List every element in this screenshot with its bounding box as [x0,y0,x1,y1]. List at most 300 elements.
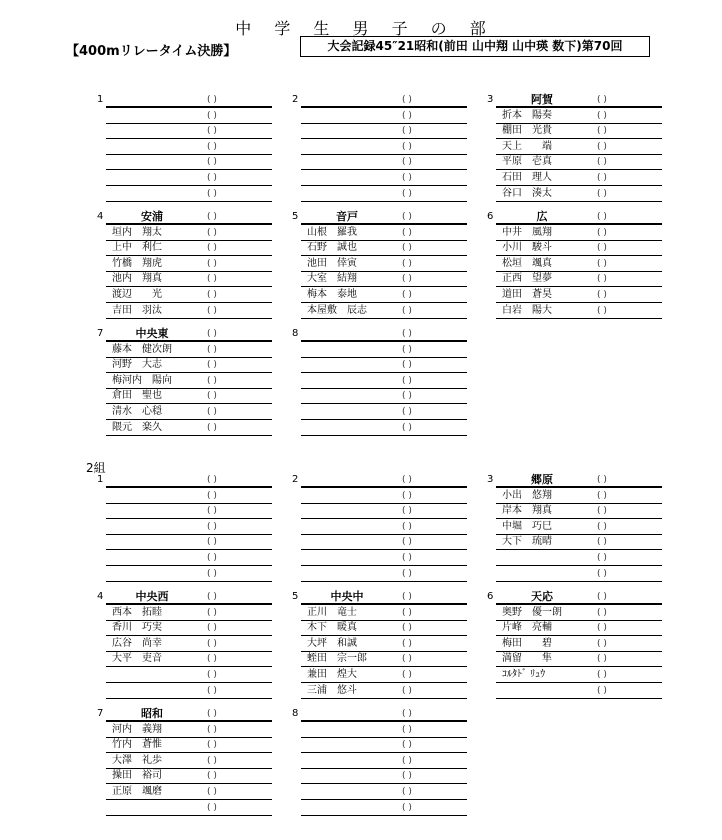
time-bracket: ( ) [597,607,607,618]
runner-row [301,420,467,436]
runner-row [301,683,467,699]
runner-name: 平原 壱真 [502,156,552,168]
runner-row [106,605,272,621]
runner-row [106,566,272,582]
team-name: 安浦 [141,210,163,223]
lane-block [97,590,272,699]
lane-number: 6 [487,591,494,602]
runner-name: ｺﾙﾀﾄﾞ ﾘｭｳ [502,668,546,680]
runner-row [496,621,662,637]
lane-number: 7 [97,708,104,719]
runner-row [301,124,467,140]
runner-row [301,535,467,551]
time-bracket: ( ) [402,802,412,813]
time-bracket: ( ) [207,258,217,269]
runner-row [106,358,272,374]
runner-row [301,373,467,389]
runner-row [106,124,272,140]
time-bracket: ( ) [597,172,607,183]
time-bracket: ( ) [597,110,607,121]
lane-number: 1 [97,474,104,485]
runner-name: 山根 羅我 [307,226,357,238]
lane-number: 5 [292,211,299,222]
time-bracket: ( ) [597,521,607,532]
time-bracket: ( ) [597,157,607,168]
runner-row [106,753,272,769]
time-bracket: ( ) [597,305,607,316]
runner-row [496,272,662,288]
runner-name: 道田 蒼昊 [502,288,552,300]
time-bracket: ( ) [402,786,412,797]
time-bracket: ( ) [402,709,412,719]
runner-name: 広谷 尚幸 [112,637,162,649]
runner-row [496,566,662,582]
runner-row [106,667,272,683]
lane-header [292,328,467,342]
time-bracket: ( ) [402,771,412,782]
runner-row [106,784,272,800]
runner-name: 天上 端 [502,140,552,152]
time-bracket: ( ) [402,685,412,696]
time-bracket: ( ) [207,623,217,634]
runner-name: 梅本 泰地 [307,288,357,300]
time-bracket: ( ) [597,243,607,254]
lane-number: 7 [97,328,104,339]
runner-row [496,139,662,155]
time-bracket: ( ) [402,126,412,137]
runner-row [496,683,662,699]
lane-block [292,328,467,436]
runner-row [496,652,662,668]
lane-block [97,327,272,436]
time-bracket: ( ) [402,344,412,355]
runner-row [301,738,467,754]
runner-row [106,389,272,405]
lane-number: 6 [487,211,494,222]
time-bracket: ( ) [207,568,217,579]
runner-name: 梅田 碧 [502,637,552,649]
runner-row [106,519,272,535]
time-bracket: ( ) [402,490,412,501]
runner-row [106,636,272,652]
runner-row [301,108,467,124]
runner-row [301,139,467,155]
time-bracket: ( ) [402,360,412,371]
runner-row [301,769,467,785]
runner-row [106,738,272,754]
runner-row [106,186,272,202]
runner-name: 小出 悠翔 [502,489,552,501]
lane-block [487,590,662,699]
runner-name: 大平 吏音 [112,653,162,665]
lane-header [487,210,662,225]
runner-name: 棚田 光貴 [502,125,552,137]
time-bracket: ( ) [597,95,607,105]
runner-row [106,170,272,186]
runner-row [496,124,662,140]
lane-header [97,474,272,488]
time-bracket: ( ) [207,740,217,751]
time-bracket: ( ) [402,422,412,433]
time-bracket: ( ) [207,110,217,121]
meet-record: 大会記録45″21昭和(前田 山中翔 山中瑛 数下)第70回 [300,36,650,57]
lane-block [292,590,467,699]
runner-name: 倉田 聖也 [112,390,162,402]
time-bracket: ( ) [207,172,217,183]
runner-name: 大坪 和誠 [307,637,357,649]
runner-name: 蛭田 宗一郎 [307,653,367,665]
time-bracket: ( ) [402,537,412,548]
runner-row [106,621,272,637]
time-bracket: ( ) [402,638,412,649]
time-bracket: ( ) [207,126,217,137]
runner-row [301,225,467,241]
time-bracket: ( ) [207,771,217,782]
runner-row [301,504,467,520]
time-bracket: ( ) [207,669,217,680]
runner-row [106,303,272,319]
time-bracket: ( ) [207,329,217,339]
time-bracket: ( ) [597,685,607,696]
team-name: 中央東 [135,327,169,340]
event-name: 【400mリレータイム決勝】 [66,44,237,59]
time-bracket: ( ) [597,475,607,485]
time-bracket: ( ) [402,475,412,485]
runner-row [301,566,467,582]
runner-name: 中井 風翔 [502,226,552,238]
runner-row [496,256,662,272]
lane-block [487,210,662,319]
runner-row [106,342,272,358]
time-bracket: ( ) [207,537,217,548]
time-bracket: ( ) [207,274,217,285]
time-bracket: ( ) [597,638,607,649]
time-bracket: ( ) [402,607,412,618]
team-name: 阿賀 [531,93,553,106]
runner-row [301,636,467,652]
team-name: 中央中 [330,590,364,603]
runner-name: 大澤 礼歩 [112,754,162,766]
runner-row [301,272,467,288]
time-bracket: ( ) [402,740,412,751]
time-bracket: ( ) [402,552,412,563]
runner-name: 谷口 湊太 [502,187,552,199]
runner-name: 河内 義翔 [112,723,162,735]
runner-name: 吉田 羽汰 [112,304,162,316]
time-bracket: ( ) [207,243,217,254]
lane-block [487,93,662,202]
runner-row [496,303,662,319]
runner-name: 小川 駿斗 [502,242,552,254]
runner-row [106,272,272,288]
time-bracket: ( ) [207,490,217,501]
time-bracket: ( ) [402,274,412,285]
runner-name: 渡辺 光 [112,288,162,300]
lane-header [292,210,467,225]
runner-row [106,683,272,699]
lane-number: 4 [97,211,104,222]
runner-name: 隈元 楽久 [112,421,162,433]
runner-row [301,155,467,171]
runner-row [106,155,272,171]
time-bracket: ( ) [207,227,217,238]
runner-row [496,535,662,551]
runner-row [301,170,467,186]
lane-header [97,94,272,108]
time-bracket: ( ) [597,227,607,238]
lane-number: 1 [97,94,104,105]
runner-row [301,550,467,566]
team-name: 郷原 [531,473,553,486]
runner-row [106,488,272,504]
runner-name: 兼田 煌大 [307,668,357,680]
time-bracket: ( ) [402,157,412,168]
time-bracket: ( ) [207,344,217,355]
time-bracket: ( ) [207,289,217,300]
time-bracket: ( ) [207,786,217,797]
time-bracket: ( ) [207,141,217,152]
time-bracket: ( ) [597,126,607,137]
runner-name: 正川 竜士 [307,606,357,618]
time-bracket: ( ) [402,406,412,417]
time-bracket: ( ) [402,172,412,183]
runner-row [496,170,662,186]
runner-row [301,488,467,504]
time-bracket: ( ) [597,289,607,300]
time-bracket: ( ) [402,329,412,339]
runner-row [106,769,272,785]
team-name: 昭和 [141,707,163,720]
time-bracket: ( ) [207,305,217,316]
runner-name: 石田 理人 [502,171,552,183]
runner-row [496,241,662,257]
runner-row [301,404,467,420]
runner-row [496,488,662,504]
runner-name: 中堀 巧巳 [502,520,552,532]
time-bracket: ( ) [402,506,412,517]
runner-row [106,652,272,668]
time-bracket: ( ) [597,188,607,199]
time-bracket: ( ) [207,607,217,618]
runner-row [106,404,272,420]
lane-block [97,474,272,582]
lane-block [292,210,467,319]
team-name: 中央西 [135,590,169,603]
runner-name: 満留 隼 [502,653,552,665]
time-bracket: ( ) [402,95,412,105]
runner-row [106,225,272,241]
runner-name: 三浦 悠斗 [307,684,357,696]
runner-name: 清水 心穏 [112,405,162,417]
time-bracket: ( ) [597,212,607,222]
lane-number: 8 [292,328,299,339]
runner-row [301,652,467,668]
time-bracket: ( ) [402,141,412,152]
lane-header [97,210,272,225]
runner-name: 本屋敷 辰志 [307,304,367,316]
time-bracket: ( ) [402,305,412,316]
runner-row [496,550,662,566]
runner-name: 石野 誠也 [307,242,357,254]
runner-name: 操田 裕司 [112,770,162,782]
runner-row [106,535,272,551]
time-bracket: ( ) [207,475,217,485]
time-bracket: ( ) [597,274,607,285]
runner-name: 正西 望夢 [502,273,552,285]
lane-block [97,94,272,202]
time-bracket: ( ) [207,638,217,649]
runner-row [106,504,272,520]
time-bracket: ( ) [402,243,412,254]
runner-name: 白岩 陽大 [502,304,552,316]
lane-block [292,708,467,816]
lane-header [487,93,662,108]
runner-name: 大室 結翔 [307,273,357,285]
time-bracket: ( ) [597,141,607,152]
lane-block [292,474,467,582]
runner-row [496,519,662,535]
runner-name: 河野 大志 [112,359,162,371]
time-bracket: ( ) [402,654,412,665]
lane-number: 4 [97,591,104,602]
lane-header [292,708,467,722]
runner-name: 池内 翔真 [112,273,162,285]
lane-header [292,474,467,488]
runner-row [106,373,272,389]
lane-number: 5 [292,591,299,602]
lane-number: 2 [292,474,299,485]
lane-number: 2 [292,94,299,105]
runner-row [301,621,467,637]
time-bracket: ( ) [207,212,217,222]
time-bracket: ( ) [597,258,607,269]
runner-name: 木下 暖真 [307,622,357,634]
time-bracket: ( ) [207,95,217,105]
time-bracket: ( ) [402,258,412,269]
runner-row [106,550,272,566]
runner-name: 片峰 亮輔 [502,622,552,634]
time-bracket: ( ) [402,227,412,238]
runner-row [106,420,272,436]
time-bracket: ( ) [402,375,412,386]
runner-row [106,241,272,257]
lane-header [292,590,467,605]
runner-row [106,256,272,272]
lane-number: 8 [292,708,299,719]
time-bracket: ( ) [402,669,412,680]
time-bracket: ( ) [597,490,607,501]
runner-row [496,225,662,241]
runner-row [301,303,467,319]
runner-row [496,155,662,171]
runner-row [301,753,467,769]
runner-name: 西本 拓睦 [112,606,162,618]
lane-header [487,590,662,605]
runner-row [301,186,467,202]
runner-name: 松垣 颯真 [502,257,552,269]
runner-name: 藤本 健次朗 [112,343,172,355]
time-bracket: ( ) [207,521,217,532]
time-bracket: ( ) [207,654,217,665]
runner-row [301,389,467,405]
runner-name: 梅河内 陽向 [112,374,172,386]
runner-name: 岸本 翔真 [502,505,552,517]
runner-row [496,504,662,520]
time-bracket: ( ) [597,506,607,517]
runner-name: 奥野 優一朗 [502,606,562,618]
runner-row [301,784,467,800]
lane-header [97,590,272,605]
time-bracket: ( ) [207,375,217,386]
time-bracket: ( ) [597,669,607,680]
time-bracket: ( ) [207,188,217,199]
time-bracket: ( ) [597,654,607,665]
time-bracket: ( ) [402,391,412,402]
runner-row [301,342,467,358]
runner-row [301,667,467,683]
lane-header [292,94,467,108]
time-bracket: ( ) [207,506,217,517]
runner-row [106,287,272,303]
runner-row [496,636,662,652]
time-bracket: ( ) [207,406,217,417]
lane-number: 3 [487,474,494,485]
runner-row [106,722,272,738]
time-bracket: ( ) [402,592,412,602]
time-bracket: ( ) [207,685,217,696]
lane-block [487,473,662,582]
time-bracket: ( ) [597,592,607,602]
runner-row [496,667,662,683]
time-bracket: ( ) [207,552,217,563]
time-bracket: ( ) [207,157,217,168]
runner-name: 上中 利仁 [112,242,162,254]
runner-row [301,287,467,303]
time-bracket: ( ) [597,552,607,563]
time-bracket: ( ) [207,724,217,735]
runner-name: 池田 倖寅 [307,257,357,269]
runner-row [301,519,467,535]
time-bracket: ( ) [402,212,412,222]
runner-name: 垣内 翔太 [112,226,162,238]
team-name: 音戸 [336,210,358,223]
lane-header [97,707,272,722]
runner-row [301,800,467,816]
team-name: 広 [536,210,548,223]
runner-row [301,256,467,272]
team-name: 天応 [531,590,553,603]
runner-row [106,108,272,124]
runner-row [496,287,662,303]
time-bracket: ( ) [207,391,217,402]
runner-row [496,108,662,124]
time-bracket: ( ) [597,537,607,548]
time-bracket: ( ) [402,521,412,532]
group-2-label: 2組 [86,461,106,475]
time-bracket: ( ) [402,289,412,300]
runner-row [301,722,467,738]
time-bracket: ( ) [207,709,217,719]
time-bracket: ( ) [207,755,217,766]
time-bracket: ( ) [402,724,412,735]
page-title: 中 学 生 男 子 の 部 [235,19,495,38]
time-bracket: ( ) [207,422,217,433]
runner-row [496,186,662,202]
lane-block [97,707,272,816]
time-bracket: ( ) [597,568,607,579]
runner-row [301,241,467,257]
time-bracket: ( ) [402,568,412,579]
